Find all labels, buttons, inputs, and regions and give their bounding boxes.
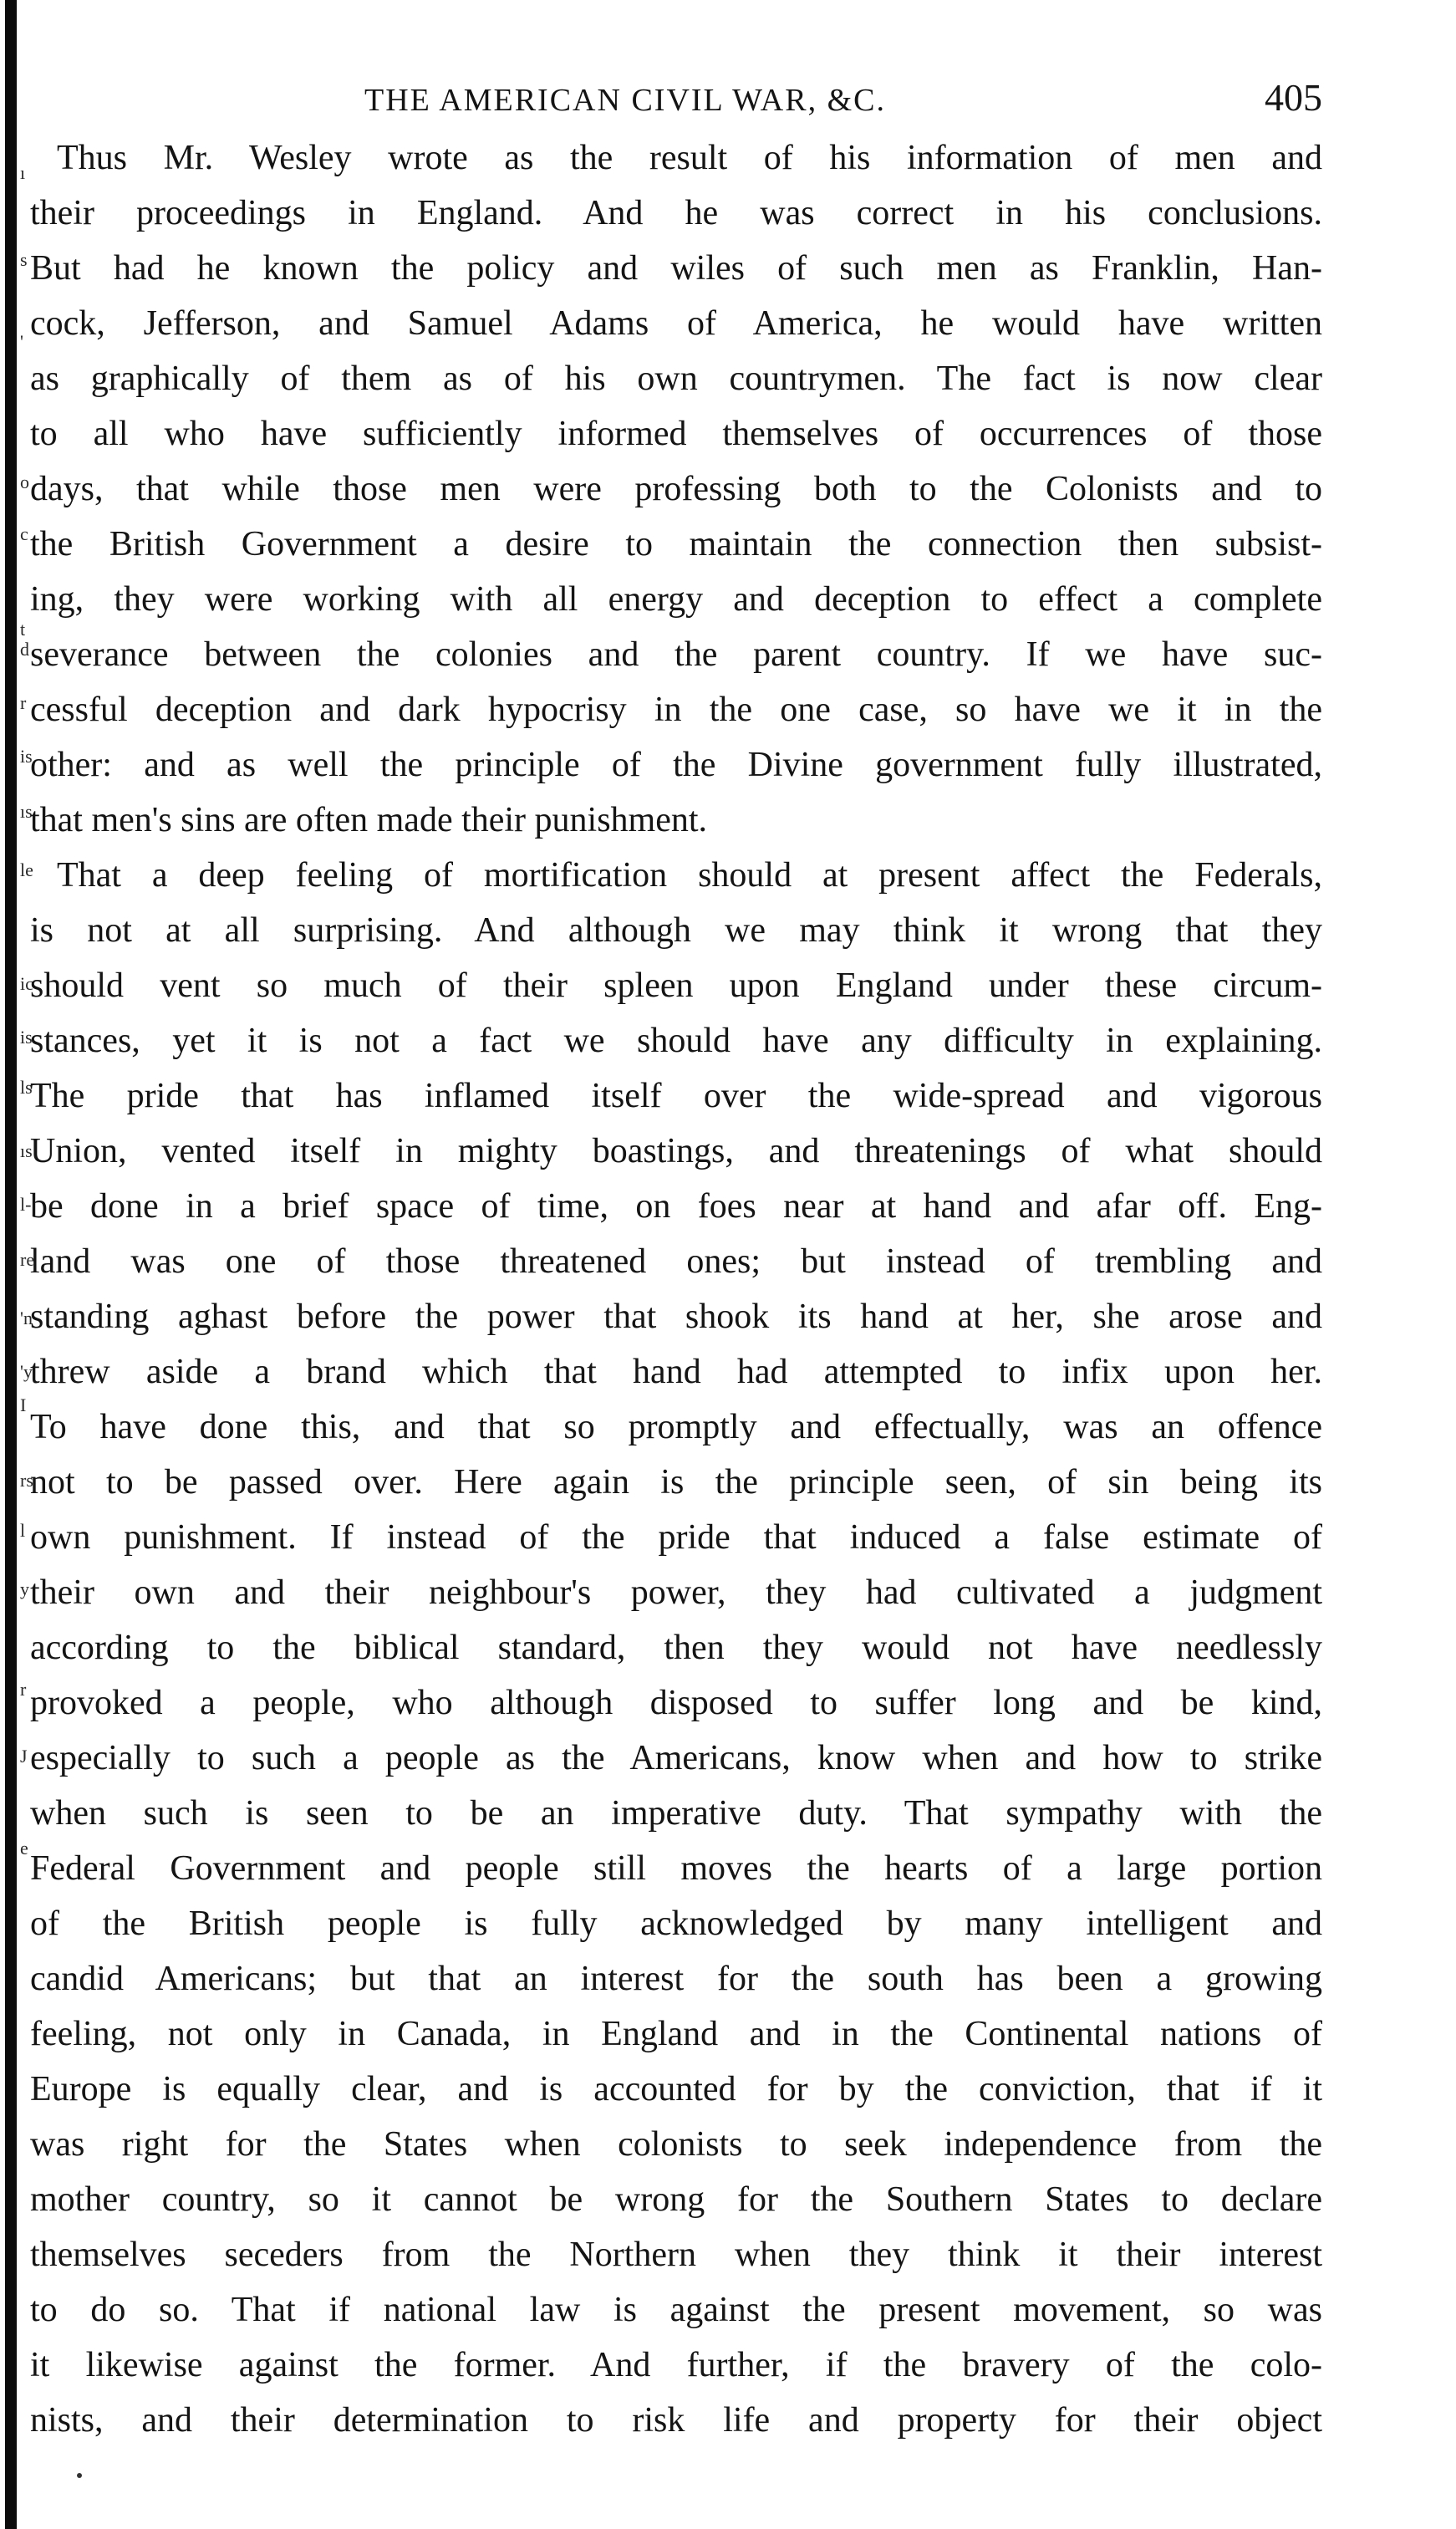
- gutter-fragment: J: [20, 1746, 28, 1767]
- text-line: Europe is equally clear, and is accounted for by the conviction, that if it: [30, 2070, 1322, 2108]
- text-line: candid Americans; but that an interest for the south has been a growing: [30, 1960, 1322, 1998]
- text-line: Federal Government and people still moves the hearts of a large portion: [30, 1849, 1322, 1888]
- gutter-fragment: I: [20, 1395, 27, 1415]
- body-text: [30, 130, 1322, 2448]
- page-number: 405: [1265, 76, 1322, 119]
- text-line: especially to such a people as the Americans, know when and how to strike: [30, 1739, 1322, 1777]
- gutter-fragment: r: [20, 692, 27, 713]
- gutter-fragment: ıs: [20, 801, 33, 822]
- ink-speck: [77, 2473, 82, 2478]
- text-line: land was one of those threatened ones; but instead of trembling and: [30, 1242, 1322, 1281]
- text-line: Thus Mr. Wesley wrote as the result of his information of men and: [57, 139, 1322, 177]
- text-line: themselves seceders from the Northern when they think it their interest: [30, 2236, 1322, 2274]
- text-line: days, that while those men were professing both to the Colonists and to: [30, 470, 1322, 508]
- text-line: The pride that has inflamed itself over the wide-spread and vigorous: [30, 1077, 1322, 1115]
- text-line: provoked a people, who although disposed to suffer long and be kind,: [30, 1684, 1322, 1722]
- text-line: other: and as well the principle of the Divine government fully illustrated,: [30, 746, 1322, 784]
- running-title: THE AMERICAN CIVIL WAR, &C.: [364, 83, 886, 118]
- text-line: But had he known the policy and wiles of such men as Franklin, Han-: [30, 249, 1322, 288]
- gutter-fragment: r: [20, 1679, 27, 1700]
- text-line: Union, vented itself in mighty boastings, and threatenings of what should: [30, 1132, 1322, 1170]
- binding-edge: [5, 0, 17, 2529]
- text-line: that men's sins are often made their punishment.: [30, 801, 708, 839]
- text-line: as graphically of them as of his own countrymen. The fact is now clear: [30, 359, 1322, 398]
- text-line: is not at all surprising. And although we may think it wrong that they: [30, 911, 1322, 950]
- text-line: when such is seen to be an imperative duty. That sympathy with the: [30, 1794, 1322, 1833]
- text-line: to do so. That if national law is against the present movement, so was: [30, 2291, 1322, 2329]
- text-line: was right for the States when colonists to seek independence from the: [30, 2125, 1322, 2164]
- gutter-fragment: ': [20, 331, 23, 352]
- book-page: [30, 65, 1322, 2448]
- text-line: feeling, not only in Canada, in England and in the Continental nations of: [30, 2015, 1322, 2053]
- text-line: of the British people is fully acknowledged by many intelligent and: [30, 1904, 1322, 1943]
- text-line: threw aside a brand which that hand had attempted to infix upon her.: [30, 1353, 1322, 1391]
- text-line: nists, and their determination to risk life and property for their object: [30, 2401, 1322, 2440]
- text-line: severance between the colonies and the parent country. If we have suc-: [30, 635, 1322, 674]
- gutter-fragment: y: [20, 1578, 29, 1599]
- text-line: mother country, so it cannot be wrong for the Southern States to declare: [30, 2180, 1322, 2219]
- text-line: be done in a brief space of time, on foes near at hand and afar off. Eng-: [30, 1187, 1322, 1226]
- text-line: ing, they were working with all energy and deception to effect a complete: [30, 580, 1322, 619]
- text-line: to all who have sufficiently informed themselves of occurrences of those: [30, 415, 1322, 453]
- gutter-fragment: le: [20, 859, 33, 880]
- text-line: standing aghast before the power that shook its hand at her, she arose and: [30, 1298, 1322, 1336]
- gutter-fragment: l-: [20, 1194, 32, 1215]
- text-line: the British Government a desire to maintain the connection then subsist-: [30, 525, 1322, 563]
- text-line: cock, Jefferson, and Samuel Adams of America, he would have written: [30, 304, 1322, 343]
- gutter-fragment: s: [20, 249, 28, 270]
- gutter-fragment: is: [20, 1027, 33, 1048]
- running-head: [30, 65, 1322, 124]
- text-line: should vent so much of their spleen upon England under these circum-: [30, 966, 1322, 1005]
- text-line: their proceedings in England. And he was correct in his conclusions.: [30, 194, 1322, 232]
- gutter-fragment: c: [20, 523, 28, 544]
- gutter-fragment: ls: [20, 1077, 33, 1098]
- text-line: it likewise against the former. And further, if the bravery of the colo-: [30, 2346, 1322, 2384]
- gutter-fragment: t: [20, 619, 26, 640]
- gutter-fragment: rs: [20, 1470, 33, 1491]
- gutter-fragment: 'n: [20, 1308, 33, 1328]
- gutter-fragment: e: [20, 1838, 28, 1859]
- gutter-fragment: ic: [20, 973, 33, 994]
- text-line: cessful deception and dark hypocrisy in the one case, so have we it in the: [30, 691, 1322, 729]
- text-line: not to be passed over. Here again is the principle seen, of sin being its: [30, 1463, 1322, 1502]
- gutter-fragment: l: [20, 1520, 26, 1541]
- gutter-fragment: 'y: [20, 1361, 33, 1382]
- text-line: To have done this, and that so promptly and effectually, was an offence: [30, 1408, 1322, 1446]
- text-line: own punishment. If instead of the pride that induced a false estimate of: [30, 1518, 1322, 1557]
- text-line: That a deep feeling of mortification should at present affect the Federals,: [57, 856, 1322, 895]
- gutter-fragment: is: [20, 746, 33, 767]
- gutter-fragment: ıs: [20, 1140, 33, 1161]
- gutter-fragment: re: [20, 1249, 35, 1270]
- text-line: stances, yet it is not a fact we should have any difficulty in explaining.: [30, 1022, 1322, 1060]
- text-line: according to the biblical standard, then they would not have needlessly: [30, 1629, 1322, 1667]
- gutter-fragment: o: [20, 472, 29, 492]
- gutter-fragment: ı: [20, 162, 26, 183]
- gutter-fragment: d: [20, 639, 29, 660]
- text-line: their own and their neighbour's power, they had cultivated a judgment: [30, 1573, 1322, 1612]
